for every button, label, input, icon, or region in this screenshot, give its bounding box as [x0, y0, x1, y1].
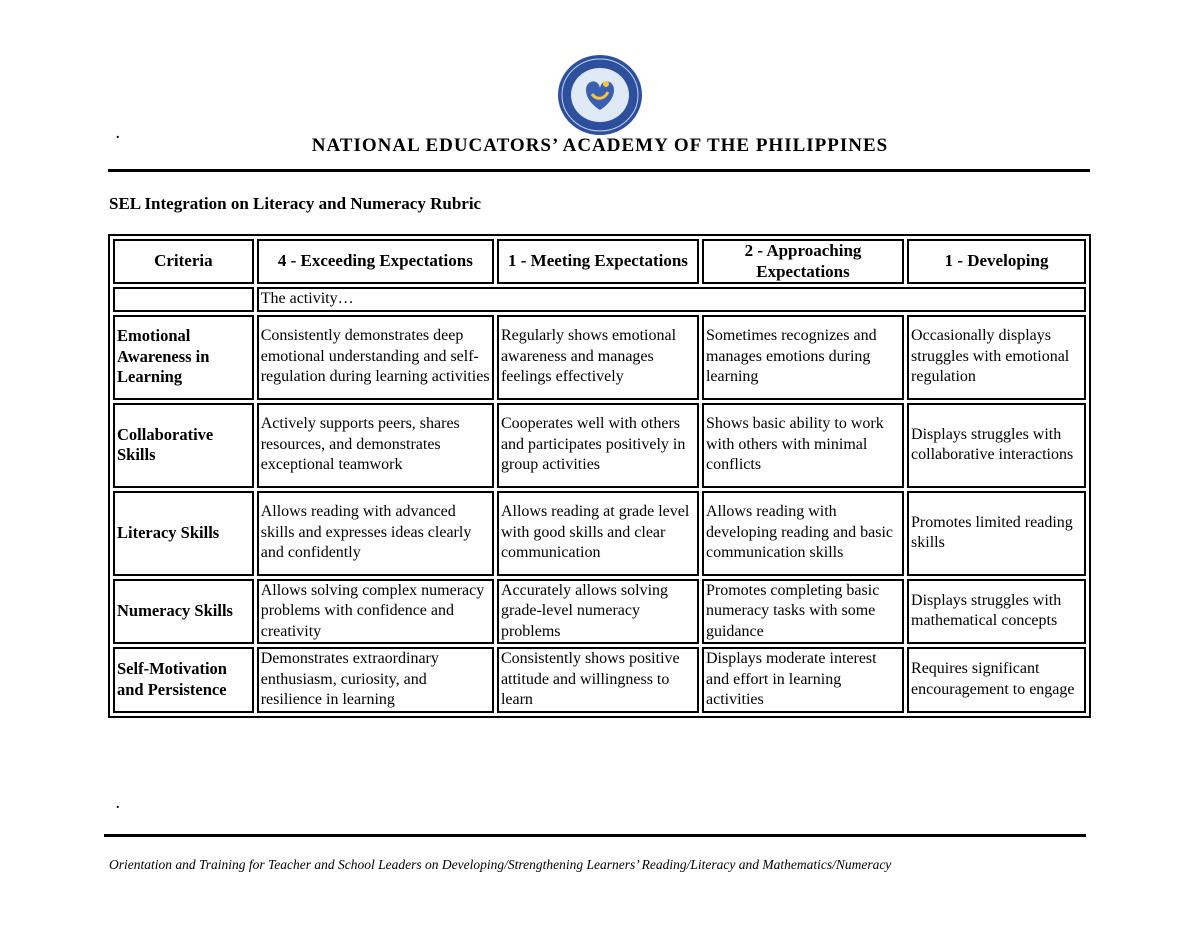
descriptor-cell: Consistently demonstrates deep emotional understanding and self-regulation during learning activities — [257, 315, 494, 400]
criterion-cell: Literacy Skills — [113, 491, 254, 576]
descriptor-cell: Allows reading with advanced skills and expresses ideas clearly and confidently — [257, 491, 494, 576]
descriptor-cell: Promotes limited reading skills — [907, 491, 1086, 576]
table-row — [113, 491, 1086, 576]
intro-text: The activity… — [257, 287, 1086, 312]
document-title: SEL Integration on Literacy and Numeracy Rubric — [109, 194, 482, 213]
descriptor-cell: Occasionally displays struggles with emotional regulation — [907, 315, 1086, 400]
descriptor-cell: Sometimes recognizes and manages emotions during learning — [702, 315, 904, 400]
bullet-mark: . — [116, 127, 120, 142]
header-divider — [108, 169, 1090, 172]
descriptor-cell: Allows reading at grade level with good skills and clear communication — [497, 491, 699, 576]
header-level-4: 4 - Exceeding Expectations — [257, 239, 494, 284]
header-level-2: 2 - Approaching Expectations — [702, 239, 904, 284]
footer-text: Orientation and Training for Teacher and School Leaders on Developing/Strengthening Learners’ Reading/Literacy and Mathematics/Numeracy — [109, 857, 892, 872]
descriptor-cell: Cooperates well with others and participates positively in group activities — [497, 403, 699, 488]
criterion-cell: Self-Motivation and Persistence — [113, 647, 254, 713]
footer-divider — [104, 834, 1086, 837]
intro-row — [113, 287, 1086, 312]
descriptor-cell: Shows basic ability to work with others with minimal conflicts — [702, 403, 904, 488]
table-row — [113, 315, 1086, 400]
rubric-table — [108, 234, 1091, 718]
descriptor-cell: Requires significant encouragement to engage — [907, 647, 1086, 713]
table-row — [113, 647, 1086, 713]
descriptor-cell: Demonstrates extraordinary enthusiasm, curiosity, and resilience in learning — [257, 647, 494, 713]
bullet-mark: . — [116, 797, 120, 812]
descriptor-cell: Displays struggles with collaborative interactions — [907, 403, 1086, 488]
descriptor-cell: Allows solving complex numeracy problems with confidence and creativity — [257, 579, 494, 645]
descriptor-cell: Displays struggles with mathematical concepts — [907, 579, 1086, 645]
header-criteria: Criteria — [113, 239, 254, 284]
header-level-meeting: 1 - Meeting Expectations — [497, 239, 699, 284]
table-row — [113, 403, 1086, 488]
header-level-1: 1 - Developing — [907, 239, 1086, 284]
criterion-cell: Collaborative Skills — [113, 403, 254, 488]
descriptor-cell: Displays moderate interest and effort in learning activities — [702, 647, 904, 713]
table-row — [113, 579, 1086, 645]
criterion-cell: Numeracy Skills — [113, 579, 254, 645]
descriptor-cell: Allows reading with developing reading and basic communication skills — [702, 491, 904, 576]
table-header-row — [113, 239, 1086, 284]
descriptor-cell: Consistently shows positive attitude and willingness to learn — [497, 647, 699, 713]
descriptor-cell: Accurately allows solving grade-level numeracy problems — [497, 579, 699, 645]
descriptor-cell: Promotes completing basic numeracy tasks with some guidance — [702, 579, 904, 645]
criterion-cell: Emotional Awareness in Learning — [113, 315, 254, 400]
intro-empty-cell — [113, 287, 254, 312]
institution-name: NATIONAL EDUCATORS’ ACADEMY OF THE PHILIPPINES — [311, 135, 889, 156]
academy-seal-logo — [556, 54, 644, 136]
descriptor-cell: Regularly shows emotional awareness and manages feelings effectively — [497, 315, 699, 400]
descriptor-cell: Actively supports peers, shares resources, and demonstrates exceptional teamwork — [257, 403, 494, 488]
